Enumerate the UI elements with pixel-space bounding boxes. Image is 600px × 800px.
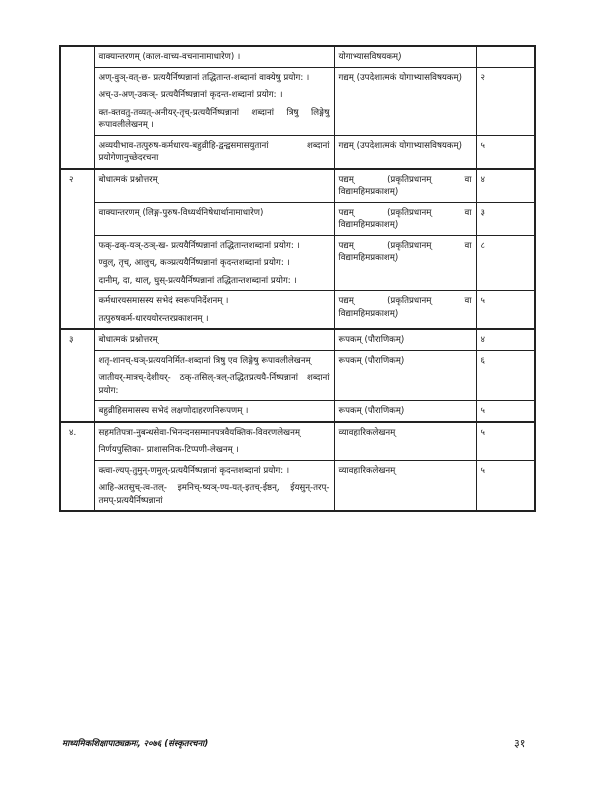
genre-cell: गद्यम् (उपदेशात्मकं योगाभ्यासविषयकम्) <box>334 67 476 135</box>
table-row <box>60 329 535 350</box>
content-item: सहमतिपत्रा-नुबन्धसेवा-भिनन्दनसम्मानपत्रवैयक्तिक-विवरणलेखनम् <box>98 427 300 438</box>
content-cell <box>94 460 334 511</box>
table-row <box>60 135 535 169</box>
marks-cell: ४ <box>476 329 535 350</box>
genre-cell: पद्यम् (प्रकृतिप्रधानम् वा विद्यामहिमप्रकाशम्) <box>334 291 476 330</box>
content-cell <box>94 235 334 291</box>
marks-cell: ५ <box>476 291 535 330</box>
table-row <box>60 67 535 135</box>
table-row <box>60 460 535 511</box>
unit-number-cell: ४. <box>60 422 94 461</box>
marks-cell: ६ <box>476 350 535 401</box>
content-item: फक्-ढक्-यञ्-ठञ्-ख- प्रत्ययैर्निष्पन्नानां तद्धितान्तशब्दानां प्रयोग: । <box>98 240 300 251</box>
unit-number-cell <box>60 46 94 67</box>
genre-cell: पद्यम् (प्रकृतिप्रधानम् वा विद्यामहिमप्रकाशम्) <box>334 235 476 291</box>
marks-cell: ३ <box>476 202 535 235</box>
content-cell <box>94 67 334 135</box>
content-item: शतृ-शानच्-घञ्-प्रत्ययनिर्मित-शब्दानां त्रिषु एव लिङ्गेषु रूपावलीलेखनम् <box>98 355 311 366</box>
unit-number-cell <box>60 350 94 401</box>
unit-number-cell: ३ <box>60 329 94 350</box>
content-cell <box>94 135 334 169</box>
content-item: तत्पुरुषकर्म-धारययोरन्तरप्रकाशनम् । <box>98 313 209 324</box>
table-row <box>60 401 535 422</box>
content-item: अच्-उ-अण्-उकञ्- प्रत्ययैर्निष्पन्नानां कृदन्त-शब्दानां प्रयोग: । <box>98 90 283 100</box>
unit-number-cell <box>60 135 94 169</box>
genre-cell: पद्यम् (प्रकृतिप्रधानम् वा विद्यामहिमप्रकाशम्) <box>334 202 476 235</box>
content-item: कर्मधारयसमासस्य सभेदं स्वरूपनिर्देशनम् । <box>98 296 229 306</box>
unit-number-cell <box>60 202 94 235</box>
content-item: क्त-क्तवतु-तव्यत्-अनीयर्-तृच्-प्रत्ययैर्निष्पन्नानां शब्दानां त्रिषु लिङ्गेषु रूपावलीलेखनम् । <box>98 107 330 130</box>
content-item: वाक्यान्तरणम् (काल-वाच्य-वचनानामाधारेण) । <box>98 52 241 62</box>
genre-cell: रूपकम् (पौराणिकम्) <box>334 329 476 350</box>
content-item: जातीयर्-मात्रच्-देशीयर्- ठक्-तसिल्-त्रल्-तद्धितप्रत्ययै-र्निष्पन्नानां शब्दानां प्रयोग: <box>98 373 330 396</box>
content-item: क्त्वा-ल्यप्-तुमुन्-णमुल्-प्रत्ययैर्निष्पन्नानां कृदन्तशब्दानां प्रयोग: । <box>98 465 290 476</box>
table-row <box>60 169 535 203</box>
marks-cell <box>476 46 535 67</box>
content-item: बहुव्रीहिसमासस्य सभेदं लक्षणोदाहरणनिरूपणम् । <box>98 406 249 416</box>
content-item: अण्-वुञ्-वत्-छ- प्रत्ययैर्निष्पन्नानां तद्धितान्त-शब्दानां वाक्येषु प्रयोग: । <box>98 72 310 83</box>
genre-cell: योगाभ्यासविषयकम्) <box>334 46 476 67</box>
content-item: आहि-अतसुच्-त्व-तल्- इमनिच्-ष्यञ्-ण्य-यत्-इतच्-ईष्ठन्, ईयसुन्-तरप्-तमप्-प्रत्ययैर्निष्पन्नानां <box>98 483 330 506</box>
content-item: ण्वुल्, तृच्, आलुच्, कञ्प्रत्ययैर्निष्पन्नानां कृदन्तशब्दानां प्रयोग: । <box>98 258 290 268</box>
unit-number-cell <box>60 460 94 511</box>
content-cell <box>94 329 334 350</box>
genre-cell: व्यावहारिकलेखनम् <box>334 460 476 511</box>
marks-cell: ८ <box>476 235 535 291</box>
marks-cell: ५ <box>476 422 535 461</box>
table-row <box>60 202 535 235</box>
table-row <box>60 291 535 330</box>
content-cell <box>94 169 334 203</box>
unit-number-cell <box>60 291 94 330</box>
unit-number-cell <box>60 401 94 422</box>
content-cell <box>94 350 334 401</box>
content-item: वाक्यान्तरणम् (लिङ्ग-पुरुष-विध्यर्थनिषेधार्थानामाधारेण) <box>98 207 264 218</box>
unit-number-cell: २ <box>60 169 94 203</box>
content-item: बोधात्मकं प्रश्नोत्तरम् <box>98 174 158 185</box>
content-cell <box>94 422 334 461</box>
content-cell <box>94 202 334 235</box>
table-row <box>60 46 535 67</box>
page-number: ३१ <box>514 737 526 750</box>
table-row <box>60 350 535 401</box>
unit-number-cell <box>60 67 94 135</box>
marks-cell: ५ <box>476 401 535 422</box>
unit-number-cell <box>60 235 94 291</box>
syllabus-table <box>59 45 536 512</box>
marks-cell: ५ <box>476 460 535 511</box>
content-item: बोधात्मकं प्रश्नोत्तरम् <box>98 335 158 345</box>
genre-cell: गद्यम् (उपदेशात्मकं योगाभ्यासविषयकम्) <box>334 135 476 169</box>
marks-cell: २ <box>476 67 535 135</box>
content-item: अव्ययीभाव-तत्पुरुष-कर्मधारय-बहुव्रीहि-द्वन्द्वसमासयुतानां शब्दानां प्रयोगेणानुच्छेदरचना <box>98 140 330 163</box>
content-item: निर्णयपुस्तिका- प्राशासनिक-टिप्पणी-लेखनम् । <box>98 445 239 455</box>
genre-cell: व्यावहारिकलेखनम् <box>334 422 476 461</box>
table-row <box>60 235 535 291</box>
genre-cell: पद्यम् (प्रकृतिप्रधानम् वा विद्यामहिमप्रकाशम्) <box>334 169 476 203</box>
footer-title: माध्यमिकशिक्षापाठ्यक्रमः, २०७६ (संस्कृतरचना) <box>62 739 209 749</box>
content-cell <box>94 291 334 330</box>
table-row <box>60 422 535 461</box>
genre-cell: रूपकम् (पौराणिकम्) <box>334 401 476 422</box>
content-cell <box>94 46 334 67</box>
content-item: दानीम्, दा, थाल्, घुस्-प्रत्ययैर्निष्पन्नानां तद्धितान्तशब्दानां प्रयोग: । <box>98 275 297 286</box>
marks-cell: ५ <box>476 135 535 169</box>
marks-cell: ४ <box>476 169 535 203</box>
content-cell <box>94 401 334 422</box>
genre-cell: रूपकम् (पौराणिकम्) <box>334 350 476 401</box>
